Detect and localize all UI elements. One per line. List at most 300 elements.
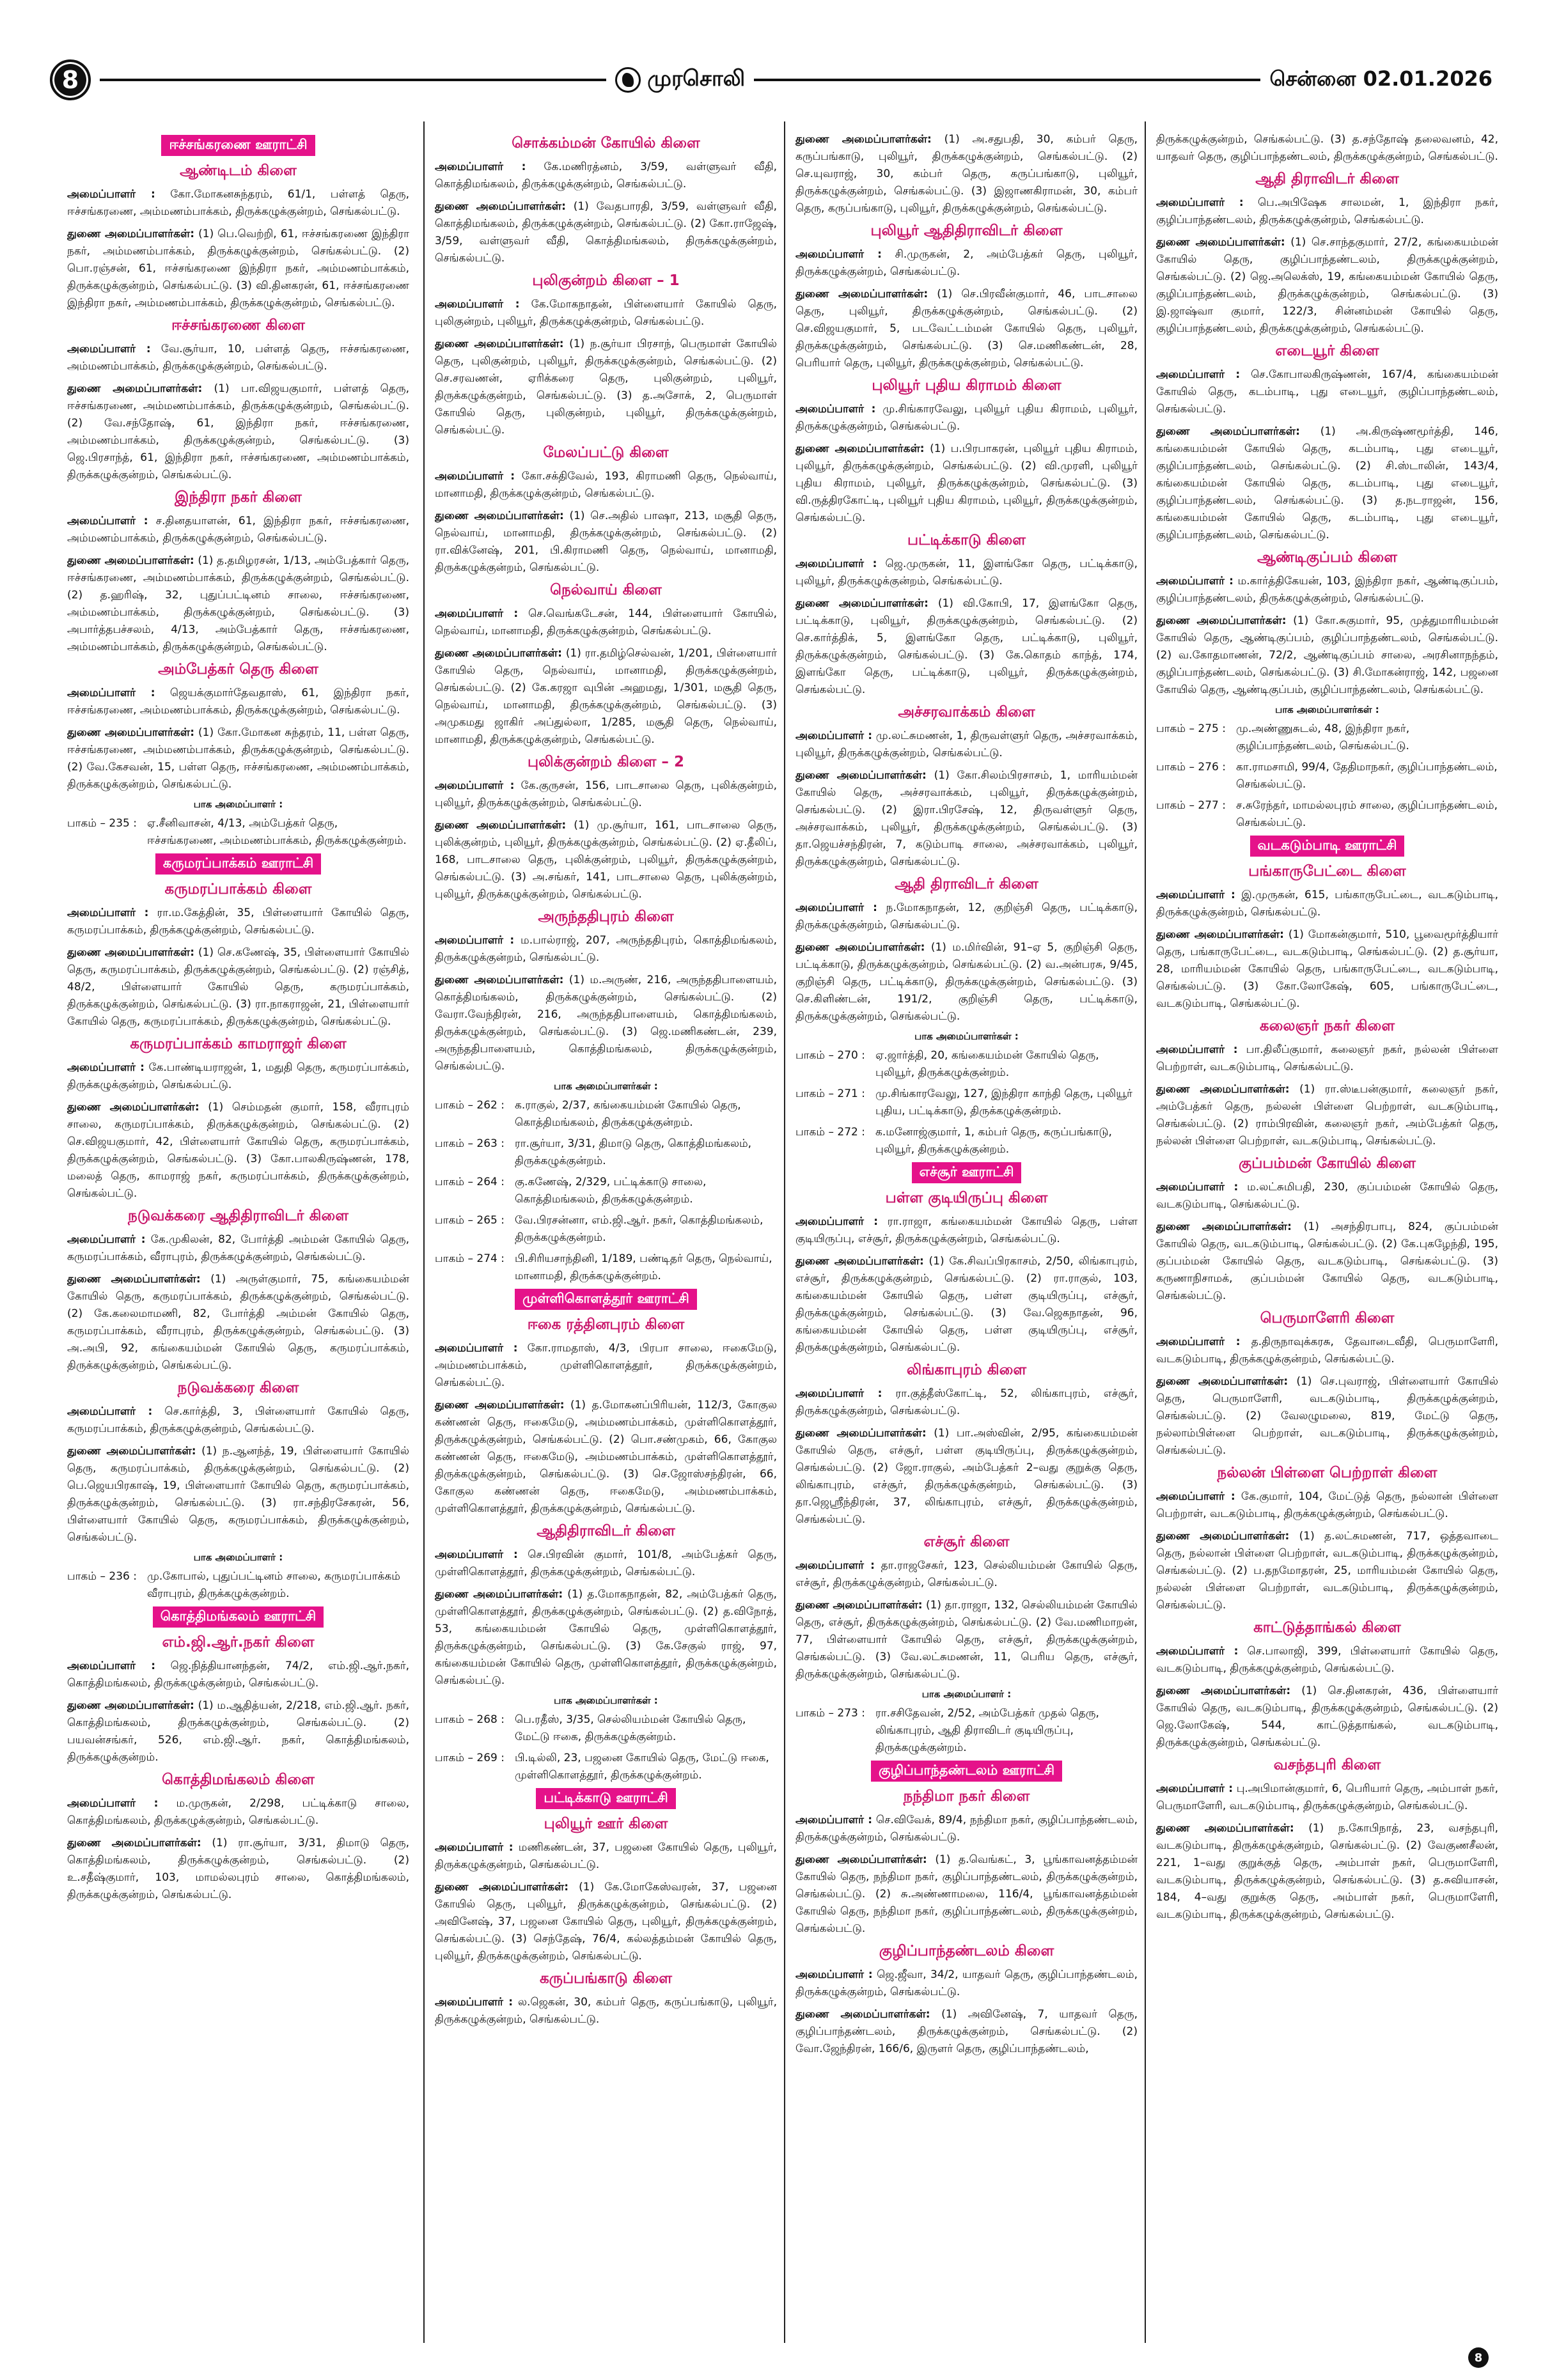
member-details: மு.சிங்காரவேலு, புலியூர் புதிய கிராமம், புலியூர், திருக்கழுக்குன்றம், செங்கல்பட்டு. [795, 403, 1138, 433]
booth-entry [435, 1135, 777, 1170]
role-label: துணை அமைப்பாளர்கள்: [795, 769, 927, 782]
member-details: பெ.அபிஷேக சாலமன், 1, இந்திரா நகர், குழிப்பாந்தண்டலம், திருக்கழுக்குன்றம், செங்கல்பட்டு. [1156, 196, 1498, 226]
member-details: (1) பா.அஸ்வின், 2/95, கங்கையம்மன் கோயில் தெரு, எச்சூர், பள்ள குடியிருப்பு, திருக்கழுக்குன்றம், செங்கல்பட்டு. (2) ஜோ.ராகுல், அம்பேத்கர் 2–வது குறுக்கு தெரு, லிங்காபுரம், எச்சூர், திருக்கழுக்குன்றம், செங்கல்பட்டு. (3) தா.ஜெஸ்ரீந்திரன், 37, லிங்காபுரம், எச்சூர், திருக்கழுக்குன்றம், செங்கல்பட்டு. [795, 1427, 1138, 1526]
member-details: பு.அபிமான்குமார், 6, பெரியார் தெரு, அம்பாள் நகர், பெருமாளேரி, வடகடும்பாடி, திருக்கழுக்குன்றம், செங்கல்பட்டு. [1156, 1782, 1498, 1812]
branch-heading: அம்பேத்கர் தெரு கிளை [158, 661, 318, 678]
member-details: செ.பிரவின் குமார், 101/8, அம்பேத்கர் தெரு, முள்ளிகொளத்தூர், திருக்கழுக்குன்றம், செங்கல்பட்டு. [435, 1548, 777, 1578]
member-entry [795, 1851, 1138, 1938]
booth-number: பாகம் – 270 : [795, 1049, 865, 1062]
member-entry [67, 1697, 409, 1766]
branch-heading: ஈச்சங்கரணை கிளை [171, 317, 305, 334]
role-label: துணை அமைப்பாளர்கள்: [1156, 1220, 1292, 1233]
role-label: அமைப்பாளர் : [435, 779, 515, 792]
member-entry [795, 1385, 1138, 1420]
member-details: (1) ரா.தமிழ்செல்வன், 1/201, பிள்ளையார் கோயில் தெரு, நெல்வாய், மானாமதி, திருக்கழுக்குன்றம், செங்கல்பட்டு. (2) கே.கரஜா வுபின் அஹமது, 1/301, மசூதி தெரு, நெல்வாய், மானாமதி, திருக்கழுக்குன்றம், செங்கல்பட்டு. (3) அமுகமது ஜாகிர் அப்துல்லா, 1/285, மசூதி தெரு, நெல்வாய், மானாமதி, திருக்கழுக்குன்றம், செங்கல்பட்டு. [435, 647, 777, 746]
member-entry [1156, 423, 1498, 544]
branch-heading: அருந்ததிபுரம் கிளை [538, 908, 674, 925]
booth-entry [795, 1705, 1138, 1757]
role-label: அமைப்பாளர் : [1156, 1490, 1235, 1503]
role-label: துணை அமைப்பாளர்கள்: [795, 133, 932, 146]
member-details: இ.முருகன், 615, பங்காருபேட்டை, வடகடும்பாடி, திருக்கழுக்குன்றம், செங்கல்பட்டு. [1156, 889, 1498, 919]
member-entry [435, 932, 777, 967]
role-label: அமைப்பாளர் : [435, 607, 519, 620]
role-label: அமைப்பாளர் : [435, 470, 515, 483]
member-details: (1) செ.அதில் பாஷா, 213, மசூதி தெரு, நெல்வாய், மானாமதி, திருக்கழுக்குன்றம், செங்கல்பட்டு. (2) ரா.விக்னேஷ், 201, பி.கிராமணி தெரு, நெல்வாய், மானாமதி, திருக்கழுக்குன்றம், செங்கல்பட்டு. [435, 509, 777, 574]
role-label: அமைப்பாளர் : [435, 1841, 513, 1854]
booth-number: பாகம் – 277 : [1156, 799, 1226, 812]
role-label: துணை அமைப்பாளர்கள்: [1156, 928, 1284, 941]
member-details: கோ.சக்திவேல், 193, கிராமணி தெரு, நெல்வாய், மானாமதி, திருக்கழுக்குன்றம், செங்கல்பட்டு. [435, 470, 777, 500]
branch-heading: பங்காருபேட்டை கிளை [1248, 863, 1406, 880]
member-details: (1) அருள்குமார், 75, கங்கையம்மன் கோயில் தெரு, கருமரப்பாக்கம், திருக்கழுக்குன்றம், செங்கல்பட்டு. (2) கே.கலைமாமணி, 82, போர்த்தி அம்மன் கோயில் தெரு, கருமரப்பாக்கம், வீராபுரம், திருக்கழுக்குன்றம், செங்கல்பட்டு. (3) அ.அபி, 92, கங்கையம்மன் கோயில் தெரு, கருமரப்பாக்கம், திருக்கழுக்குன்றம், செங்கல்பட்டு. [67, 1273, 409, 1372]
booth-member: வே.பிரசன்னா, எம்.ஜி.ஆர். நகர், கொத்திமங்கலம், திருக்கழுக்குன்றம். [515, 1214, 764, 1244]
role-label: துணை அமைப்பாளர்கள்: [67, 946, 195, 959]
role-label: அமைப்பாளர் : [1156, 1043, 1238, 1056]
member-entry [1156, 1643, 1498, 1677]
member-details: கே.பாண்டியராஜன், 1, மதுதி தெரு, கருமரப்பாக்கம், திருக்கழுக்குன்றம், செங்கல்பட்டு. [67, 1061, 409, 1091]
booth-entry [435, 1750, 777, 1784]
role-label: அமைப்பாளர் : [435, 1342, 518, 1355]
branch-heading: இந்திரா நகர் கிளை [175, 489, 302, 506]
branch-heading: புலிகுன்றம் கிளை – 1 [532, 272, 680, 289]
member-entry [1156, 1683, 1498, 1752]
member-details: (1) கோ.சிலம்பிரசாசம், 1, மாரியம்மன் கோயில் தெரு, அச்சரவாக்கம், புலியூர், திருக்கழுக்குன்றம், செங்கல்பட்டு. (2) இரா.பிரசேஷ், 12, திருவள்ளுர் தெரு, அச்சரவாக்கம், புலியூர், திருக்கழுக்குன்றம், செங்கல்பட்டு. (3) தா.ஜெயச்சந்திரன், 7, கடும்பாடி சாலை, அச்சரவாக்கம், புலியூர், திருக்கழுக்குன்றம், செங்கல்பட்டு. [795, 769, 1138, 868]
rule-right [754, 79, 1260, 81]
member-details: (1) கோ.சுகுமார், 95, முத்துமாரியம்மன் கோயில் தெரு, ஆண்டிகுப்பம், குழிப்பாந்தண்டலம், செங்கல்பட்டு. (2) வ.கோதமாணன், 72/2, ஆண்டிகுப்பம் சாலை, அரசினாநந்தம், குழிப்பாந்தண்டலம், செங்கல்பட்டு. (3) சி.மோகன்ராஜ், 142, பஜனை கோயில் தெரு, ஆண்டிகுப்பம், குழிப்பாந்தண்டலம், செங்கல்பட்டு. [1156, 614, 1498, 696]
member-entry [795, 246, 1138, 281]
rule-left [100, 79, 606, 81]
role-label: துணை அமைப்பாளர்கள்: [435, 974, 564, 986]
member-entry [67, 1059, 409, 1094]
role-label: அமைப்பாளர் : [795, 403, 876, 416]
branch-heading: புலியூர் புதிய கிராமம் கிளை [872, 377, 1061, 394]
member-entry [67, 380, 409, 484]
column-divider [784, 121, 785, 2343]
booth-number: பாகம் – 276 : [1156, 761, 1226, 774]
branch-heading: காட்டுத்தாங்கல் கிளை [1253, 1619, 1401, 1636]
member-entry [1156, 366, 1498, 418]
member-entry [67, 1443, 409, 1546]
role-label: அமைப்பாளர் : [795, 1814, 873, 1826]
booth-member: கா.ராமசாமி, 99/4, தேதிமாநகர், குழிப்பாந்தண்டலம், செங்கல்பட்டு. [1236, 761, 1498, 791]
masthead-logo [615, 66, 745, 94]
member-details: ஜெ.முருகன், 11, இளங்கோ தெரு, பட்டிக்காடு, புலியூர், திருக்கழுக்குன்றம், செங்கல்பட்டு. [795, 557, 1138, 587]
booth-number: பாகம் – 264 : [435, 1176, 505, 1188]
role-label: அமைப்பாளர் : [67, 1405, 153, 1418]
branch-heading: ஆதி திராவிடர் கிளை [895, 876, 1038, 892]
member-details: கே.மோகநாதன், பிள்ளையார் கோயில் தெரு, புலிகுன்றம், புலியூர், திருக்கழுக்குன்றம், செங்கல்பட்டு. [435, 298, 777, 328]
member-entry [1156, 1488, 1498, 1523]
member-details: (1) அ.சதுபதி, 30, கம்பர் தெரு, கருப்பங்காடு, புலியூர், திருக்கழுக்குன்றம், செங்கல்பட்டு. (2) செ.யுவராஜ், 30, கம்பர் தெரு, கருப்பங்காடு, புலியூர், திருக்கழுக்குன்றம், செங்கல்பட்டு. (3) இஜாணகிராமன், 30, கம்பர் தெரு, கருப்பங்காடு, புலியூர், திருக்கழுக்குன்றம், செங்கல்பட்டு. [795, 133, 1138, 215]
role-label: அமைப்பாளர் : [795, 557, 877, 570]
branch-heading: ஆதிதிராவிடர் கிளை [537, 1523, 675, 1539]
role-label: துணை அமைப்பாளர்கள்: [435, 819, 567, 832]
member-details: (1) பெ.வெற்றி, 61, ஈச்சங்கரணை இந்திரா நகர், அம்மணம்பாக்கம், திருக்கழுக்குன்றம், செங்கல்பட்டு. (2) பொ.ரஞ்சன், 61, ஈச்சங்கரணை இந்திரா நகர், அம்மணம்பாக்கம், திருக்கழுக்குன்றம், செங்கல்பட்டு. (3) வி.தினகரன், 61, ஈச்சங்கரணை இந்திரா நகர், அம்மணம்பாக்கம், திருக்கழுக்குன்றம், செங்கல்பட்டு. [67, 228, 409, 309]
branch-heading: புலியூர் ஊர் கிளை [544, 1816, 668, 1832]
role-label: துணை அமைப்பாளர்கள்: [795, 442, 925, 455]
booth-section-heading: பாக அமைப்பாளர் : [193, 1552, 283, 1563]
member-entry [1156, 194, 1498, 229]
member-entry [67, 1795, 409, 1830]
member-entry [1156, 1373, 1498, 1459]
role-label: அமைப்பாளர் : [1156, 196, 1244, 209]
member-entry [1156, 1780, 1498, 1815]
role-label: துணை அமைப்பாளர்கள்: [1156, 425, 1300, 438]
member-entry [67, 341, 409, 375]
member-details: ஜெ.ஜீவா, 34/2, யாதவர் தெரு, குழிப்பாந்தண்டலம், திருக்கழுக்குன்றம், செங்கல்பட்டு. [795, 1968, 1138, 1998]
role-label: துணை அமைப்பாளர்கள்: [795, 597, 928, 610]
member-entry [67, 944, 409, 1031]
role-label: அமைப்பாளர் : [1156, 1181, 1239, 1194]
booth-member: பி.டில்லி, 23, பஜனை கோயில் தெரு, மேட்டு ஈகை, முள்ளிகொளத்தூர், திருக்கழுக்குன்றம். [515, 1752, 769, 1782]
branch-heading: லிங்காபுரம் கிளை [906, 1362, 1027, 1378]
booth-entry [435, 1250, 777, 1285]
member-entry [1156, 926, 1498, 1013]
role-label: துணை அமைப்பாளர்கள்: [67, 726, 195, 739]
booth-number: பாகம் – 272 : [795, 1126, 865, 1139]
member-details: கே.மணிரத்னம், 3/59, வள்ளுவர் வீதி, கொத்திமங்கலம், திருக்கழுக்குன்றம், செங்கல்பட்டு. [435, 160, 777, 191]
member-entry [1156, 131, 1498, 166]
panchayat-heading: ஈச்சங்கரணை ஊராட்சி [161, 135, 315, 156]
role-label: அமைப்பாளர் : [67, 1061, 145, 1074]
role-label: துணை அமைப்பாளர்கள்: [795, 288, 928, 300]
page-number-badge: 8 [50, 59, 91, 100]
member-entry [1156, 1081, 1498, 1150]
member-details: (1) வி.கோபி, 17, இளங்கோ தெரு, பட்டிக்காடு, புலியூர், திருக்கழுக்குன்றம், செங்கல்பட்டு. (2) செ.கார்த்திக், 5, இளங்கோ தெரு, பட்டிக்காடு, புலியூர், திருக்கழுக்குன்றம், செங்கல்பட்டு. (3) கே.கொதம் காந்த், 174, இளங்கோ தெரு, பட்டிக்காடு, புலியூர், திருக்கழுக்குன்றம், செங்கல்பட்டு. [795, 597, 1138, 696]
member-entry [795, 595, 1138, 699]
member-entry [435, 1879, 777, 1965]
booth-number: பாகம் – 274 : [435, 1252, 505, 1265]
role-label: அமைப்பாளர் : [1156, 575, 1234, 587]
column-divider [423, 121, 425, 2343]
member-entry [795, 727, 1138, 762]
role-label: துணை அமைப்பாளர்கள்: [67, 1101, 200, 1114]
role-label: அமைப்பாளர் : [1156, 889, 1235, 901]
branch-heading: புலியூர் ஆதிதிராவிடர் கிளை [870, 222, 1063, 239]
branch-heading: ஈகை ரத்தினபுரம் கிளை [527, 1316, 685, 1333]
branch-heading: புலிக்குன்றம் கிளை – 2 [528, 754, 684, 770]
member-entry [1156, 234, 1498, 338]
member-entry [795, 131, 1138, 217]
role-label: அமைப்பாளர் : [435, 934, 515, 947]
role-label: அமைப்பாளர் : [67, 1797, 159, 1810]
member-details: ந.மோகநாதன், 12, குறிஞ்சி தெரு, பட்டிக்காடு, திருக்கழுக்குன்றம், செங்கல்பட்டு. [795, 901, 1138, 931]
member-details: (1) கோ.மோகன சுந்தரம், 11, பள்ள தெரு, ஈச்சங்கரணை, அம்மணம்பாக்கம், திருக்கழுக்குன்றம், செங்கல்பட்டு. (2) வே.கேசவன், 15, பள்ள தெரு, ஈச்சங்கரணை, அம்மணம்பாக்கம், திருக்கழுக்குன்றம், செங்கல்பட்டு. [67, 726, 409, 791]
booth-entry [435, 1174, 777, 1208]
role-label: அமைப்பாளர் : [795, 1559, 875, 1572]
member-entry [67, 226, 409, 312]
booth-number: பாகம் – 273 : [795, 1707, 865, 1720]
member-details: ரா.குத்தீஸ்கோட்டி, 52, லிங்காபுரம், எச்சூர், திருக்கழுக்குன்றம், செங்கல்பட்டு. [795, 1387, 1138, 1417]
booth-number: பாகம் – 271 : [795, 1087, 865, 1100]
member-details: (1) தா.ராஜா, 132, செல்லியம்மன் கோயில் தெரு, எச்சூர், திருக்கழுக்குன்றம், செங்கல்பட்டு. (2) வே.மணிமாறன், 77, பிள்ளையார் கோயில் தெரு, எச்சூர், திருக்கழுக்குன்றம், செங்கல்பட்டு. (3) வே.லட்சுமணன், 11, பெரிய தெரு, எச்சூர், திருக்கழுக்குன்றம், செங்கல்பட்டு. [795, 1599, 1138, 1681]
branch-heading: சொக்கம்மன் கோயில் கிளை [512, 135, 700, 152]
role-label: துணை அமைப்பாளர்கள்: [67, 554, 194, 567]
member-entry [67, 1231, 409, 1266]
branch-heading: குப்பம்மன் கோயில் கிளை [1239, 1155, 1416, 1172]
role-label: துணை அமைப்பாளர்கள்: [435, 1399, 565, 1412]
member-details: ரா.ம.கேத்தின், 35, பிள்ளையார் கோயில் தெரு, கருமரப்பாக்கம், திருக்கழுக்குன்றம், செங்கல்பட்டு. [67, 906, 409, 937]
member-details: செ.கோபாலகிருஷ்ணன், 167/4, கங்கையம்மன் கோயில் தெரு, கடம்பாடி, புது எடையூர், குழிப்பாந்தண்டலம், செங்கல்பட்டு. [1156, 368, 1498, 416]
branch-heading: நடுவக்கரை ஆதிதிராவிடர் கிளை [128, 1208, 349, 1224]
member-entry [1156, 1179, 1498, 1213]
member-details: (1) கே.சிவப்பிரகாசம், 2/50, லிங்காபுரம், எச்சூர், திருக்கழுக்குன்றம், செங்கல்பட்டு. (2) ரா.ராகுல், 103, கங்கையம்மன் கோயில் தெரு, பள்ள குடியிருப்பு, எச்சூர், திருக்கழுக்குன்றம், செங்கல்பட்டு. (3) வே.ஜெகநாதன், 96, கங்கையம்மன் கோயில் தெரு, பள்ள குடியிருப்பு, எச்சூர், திருக்கழுக்குன்றம், செங்கல்பட்டு. [795, 1255, 1138, 1354]
branch-heading: பட்டிக்காடு கிளை [907, 532, 1026, 548]
member-details: திருக்கழுக்குன்றம், செங்கல்பட்டு. (3) த.சந்தோஷ் தலைவனம், 42, யாதவர் தெரு, குழிப்பாந்தண்டலம், திருக்கழுக்குன்றம், செங்கல்பட்டு. [1156, 133, 1498, 163]
member-entry [795, 1966, 1138, 2001]
booth-number: பாகம் – 262 : [435, 1099, 505, 1112]
panchayat-heading: கொத்திமங்கலம் ஊராட்சி [153, 1606, 324, 1628]
booth-section-heading: பாக அமைப்பாளர்கள் : [554, 1695, 658, 1706]
role-label: அமைப்பாளர் : [1156, 1335, 1241, 1348]
member-entry [435, 817, 777, 903]
member-details: த.திருநாவுக்கரசு, தேவாடைவீதி, பெருமாளேரி, வடகடும்பாடி, திருக்கழுக்குன்றம், செங்கல்பட்டு. [1156, 1335, 1498, 1365]
member-entry [795, 2006, 1138, 2058]
role-label: துணை அமைப்பாளர்கள்: [1156, 1530, 1290, 1543]
member-details: (1) த.லட்சுமணன், 717, ஒத்தவாடை தெரு, நல்லான் பிள்ளை பெற்றாள், வடகடும்பாடி, திருக்கழுக்குன்றம், செங்கல்பட்டு. (2) ப.தநமோதரன், 25, மாரியம்மன் கோயில் தெரு, நல்லன் பிள்ளை பெற்றாள், வடகடும்பாடி, திருக்கழுக்குன்றம், செங்கல்பட்டு. [1156, 1530, 1498, 1612]
role-label: துணை அமைப்பாளர்கள்: [435, 1881, 569, 1894]
role-label: அமைப்பாளர் : [1156, 1645, 1239, 1658]
member-details: (1) ந.கோபிநாத், 23, வசந்தபுரி, வடகடும்பாடி, திருக்கழுக்குன்றம், செங்கல்பட்டு. (2) வேகுணசீலன், 221, 1–வது குறுக்குத் தெரு, அம்பாள் நகர், பெருமாளேரி, வடகடும்பாடி, திருக்கழுக்குன்றம், செங்கல்பட்டு. (3) த.சுவியாசன், 184, 4–வது குறுக்கு தெரு, அம்பாள் நகர், பெருமாளேரி, வடகடும்பாடி, திருக்கழுக்குன்றம், செங்கல்பட்டு. [1156, 1822, 1498, 1921]
member-entry [67, 186, 409, 221]
dateline: சென்னை 02.01.2026 [1269, 66, 1493, 91]
branch-heading: பள்ள குடியிருப்பு கிளை [885, 1190, 1048, 1206]
member-details: (1) த.வெங்கட், 3, பூங்காவனத்தம்மன் கோயில் தெரு, நந்திமா நகர், குழிப்பாந்தண்டலம், திருக்கழுக்குன்றம், செங்கல்பட்டு. (2) சு.அண்ணாமலை, 116/4, பூங்காவனத்தம்மன் கோயில் தெரு, நந்திமா நகர், குழிப்பாந்தண்டலம், திருக்கழுக்குன்றம், செங்கல்பட்டு. [795, 1853, 1138, 1935]
member-details: மணிகண்டன், 37, பஜனை கோயில் தெரு, புலியூர், திருக்கழுக்குன்றம், செங்கல்பட்டு. [435, 1841, 777, 1871]
panchayat-heading: முள்ளிகொளத்தூர் ஊராட்சி [515, 1289, 697, 1310]
member-details: (1) ப.பிரபாகரன், புலியூர் புதிய கிராமம், புலியூர், திருக்கழுக்குன்றம், செங்கல்பட்டு. (2) வி.முரளி, புலியூர் புதிய கிராமம், புலியூர், திருக்கழுக்குன்றம், செங்கல்பட்டு. (3) வி.ருத்திரகோட்டி, புலியூர் புதிய கிராமம், புலியூர், திருக்கழுக்குன்றம், செங்கல்பட்டு. [795, 442, 1138, 524]
booth-entry [795, 1085, 1138, 1120]
member-entry [1156, 887, 1498, 921]
emblem-icon [615, 67, 641, 93]
member-entry [435, 159, 777, 193]
member-entry [1156, 612, 1498, 699]
role-label: துணை அமைப்பாளர்கள்: [435, 647, 562, 660]
booth-number: பாகம் – 268 : [435, 1713, 505, 1726]
role-label: அமைப்பாளர் : [435, 1996, 513, 2009]
role-label: அமைப்பாளர் : [795, 1215, 879, 1228]
booth-section-heading: பாக அமைப்பாளர்கள் : [554, 1080, 658, 1092]
member-entry [67, 552, 409, 656]
member-entry [67, 1271, 409, 1374]
member-details: ம.முருகன், 2/298, பட்டிக்காடு சாலை, கொத்திமங்கலம், திருக்கழுக்குன்றம், செங்கல்பட்டு. [67, 1797, 409, 1827]
member-details: சி.முருகன், 2, அம்பேத்கர் தெரு, புலியூர், திருக்கழுக்குன்றம், செங்கல்பட்டு. [795, 248, 1138, 278]
member-entry [435, 605, 777, 640]
branch-heading: நடுவக்கரை கிளை [177, 1380, 299, 1396]
member-entry [435, 972, 777, 1075]
member-entry [795, 401, 1138, 435]
role-label: துணை அமைப்பாளர்கள்: [1156, 236, 1285, 249]
member-entry [795, 939, 1138, 1025]
member-entry [435, 508, 777, 577]
booth-entry [1156, 720, 1498, 755]
booth-number: பாகம் – 265 : [435, 1214, 505, 1227]
booth-member: க.ராகுல், 2/37, கங்கையம்மன் கோயில் தெரு, கொத்திமங்கலம், திருக்கழுக்குன்றம். [515, 1099, 741, 1129]
member-entry [67, 724, 409, 793]
member-entry [435, 645, 777, 749]
member-entry [1156, 573, 1498, 607]
member-details: ம.பால்ராஜ், 207, அருந்ததிபுரம், கொத்திமங்கலம், திருக்கழுக்குன்றம், செங்கல்பட்டு. [435, 934, 777, 964]
member-entry [795, 767, 1138, 871]
role-label: அமைப்பாளர் : [795, 248, 882, 261]
member-details: செ.வெங்கடேசன், 144, பிள்ளையார் கோயில், நெல்வாய், மானாமதி, திருக்கழுக்குன்றம், செங்கல்பட்டு. [435, 607, 777, 637]
member-entry [435, 336, 777, 439]
branch-heading: எடையூர் கிளை [1275, 343, 1379, 359]
member-entry [435, 468, 777, 502]
member-entry [67, 905, 409, 939]
role-label: துணை அமைப்பாளர்கள்: [795, 941, 925, 954]
member-details: மு.லட்சுமணன், 1, திருவள்ளுர் தெரு, அச்சரவாக்கம், புலியூர், திருக்கழுக்குன்றம், செங்கல்பட்டு. [795, 729, 1138, 759]
branch-heading: பெருமாளேரி கிளை [1260, 1310, 1395, 1326]
panchayat-heading: எச்சூர் ஊராட்சி [912, 1162, 1022, 1183]
member-details: (1) ரா.சூர்யா, 3/31, திமாடு தெரு, கொத்திமங்கலம், திருக்கழுக்குன்றம், செங்கல்பட்டு. (2) உ.சதீஷ்குமார், 103, மாமல்லபுரம் சாலை, கொத்திமங்கலம், திருக்கழுக்குன்றம், செங்கல்பட்டு. [67, 1837, 409, 1901]
branch-heading: ஆண்டிடம் கிளை [180, 162, 297, 179]
member-details: ஜெயக்குமார்தேவதாஸ், 61, இந்திரா நகர், ஈச்சங்கரணை, அம்மணம்பாக்கம், திருக்கழுக்குன்றம், செங்கல்பட்டு. [67, 687, 409, 717]
footer-page-number: 8 [1468, 2347, 1489, 2368]
role-label: அமைப்பாளர் : [67, 1660, 155, 1672]
branch-heading: மேலப்பட்டு கிளை [543, 444, 669, 461]
member-details: வே.சூர்யா, 10, பள்ளத் தெரு, ஈச்சங்கரணை, அம்மணம்பாக்கம், திருக்கழுக்குன்றம், செங்கல்பட்டு. [67, 343, 409, 373]
member-details: (1) வேதபாரதி, 3/59, வள்ளுவர் வீதி, கொத்திமங்கலம், திருக்கழுக்குன்றம், செங்கல்பட்டு. (2) கோ.ராஜேஷ், 3/59, வள்ளுவர் வீதி, கொத்திமங்கலம், திருக்கழுக்குன்றம், செங்கல்பட்டு. [435, 200, 777, 265]
member-entry [435, 1994, 777, 2028]
member-entry [435, 1546, 777, 1581]
booth-member: கு.கணேஷ், 2/329, பட்டிக்காடு சாலை, கொத்திமங்கலம், திருக்கழுக்குன்றம். [515, 1176, 707, 1206]
member-details: ம.கார்த்திகேயன், 103, இந்திரா நகர், ஆண்டிகுப்பம், குழிப்பாந்தண்டலம், திருக்கழுக்குன்றம், செங்கல்பட்டு. [1156, 575, 1498, 605]
member-entry [435, 777, 777, 812]
role-label: அமைப்பாளர் : [67, 906, 149, 919]
branch-heading: எம்.ஜி.ஆர்.நகர் கிளை [162, 1634, 315, 1651]
booth-member: மு.அண்ணுசுடல், 48, இந்திரா நகர், குழிப்பாந்தண்டலம், செங்கல்பட்டு. [1236, 722, 1410, 752]
booth-section-heading: பாக அமைப்பாளர் : [921, 1688, 1012, 1700]
member-details: (1) ம.ஆதித்யன், 2/218, எம்.ஜி.ஆர். நகர், கொத்திமங்கலம், திருக்கழுக்குன்றம், செங்கல்பட்டு. (2) பயவன்சங்கர், 526, எம்.ஜி.ஆர். நகர், கொத்திமங்கலம், திருக்கழுக்குன்றம். [67, 1699, 409, 1764]
member-details: கே.முகிலன், 82, போர்த்தி அம்மன் கோயில் தெரு, கருமரப்பாக்கம், வீராபுரம், திருக்கழுக்குன்றம், செங்கல்பட்டு. [67, 1233, 409, 1263]
role-label: அமைப்பாளர் : [435, 298, 520, 311]
booth-number: பாகம் – 263 : [435, 1137, 505, 1150]
booth-section-heading: பாக அமைப்பாளர்கள் : [1275, 704, 1379, 715]
booth-entry [435, 1097, 777, 1132]
booth-number: பாகம் – 236 : [67, 1570, 137, 1583]
member-entry [435, 296, 777, 331]
member-entry [1156, 1820, 1498, 1924]
member-details: செ.பாலாஜி, 399, பிள்ளையார் கோயில் தெரு, வடகடும்பாடி, திருக்கழுக்குன்றம், செங்கல்பட்டு. [1156, 1645, 1498, 1675]
member-entry [435, 1839, 777, 1874]
member-details: (1) த.தமிழரசன், 1/13, அம்பேத்கார் தெரு, ஈச்சங்கரணை, அம்மணம்பாக்கம், திருக்கழுக்குன்றம், செங்கல்பட்டு. (2) த.ஹரிஷ், 32, புதுப்பட்டினம் சாலை, ஈச்சங்கரணை, அம்மணம்பாக்கம், திருக்கழுக்குன்றம், செங்கல்பட்டு. (3) அபார்த்தபச்சலம், 4/13, அம்பேத்கார் தெரு, ஈச்சங்கரணை, அம்மணம்பாக்கம், திருக்கழுக்குன்றம், செங்கல்பட்டு. [67, 554, 409, 653]
role-label: துணை அமைப்பாளர்கள்: [1156, 1375, 1288, 1388]
booth-member: ரா.சூர்யா, 3/31, திமாடு தெரு, கொத்திமங்கலம், திருக்கழுக்குன்றம். [515, 1137, 752, 1167]
member-details: (1) செ.கணேஷ், 35, பிள்ளையார் கோயில் தெரு, கருமரப்பாக்கம், திருக்கழுக்குன்றம், செங்கல்பட்டு. (2) ரஞ்சித், 48/2, பிள்ளையார் கோயில் தெரு, கருமரப்பாக்கம், திருக்கழுக்குன்றம், செங்கல்பட்டு. (3) ரா.நாகராஜன், 21, பிள்ளையார் கோயில் தெரு, கருமரப்பாக்கம், திருக்கழுக்குன்றம், செங்கல்பட்டு. [67, 946, 409, 1028]
member-details: (1) பா.விஜயகுமார், பள்ளத் தெரு, ஈச்சங்கரணை, அம்மணம்பாக்கம், திருக்கழுக்குன்றம், செங்கல்பட்டு. (2) வே.சந்தோஷ், 61, இந்திரா நகர், ஈச்சங்கரணை, அம்மணம்பாக்கம், திருக்கழுக்குன்றம், செங்கல்பட்டு. (3) ஜெ.பிரசாந்த், 61, இந்திரா நகர், ஈச்சங்கரணை, அம்மணம்பாக்கம், திருக்கழுக்குன்றம், செங்கல்பட்டு. [67, 382, 409, 481]
role-label: துணை அமைப்பாளர்கள்: [67, 1273, 201, 1286]
branch-heading: நெல்வாய் கிளை [550, 582, 662, 598]
role-label: துணை அமைப்பாளர்கள்: [795, 1427, 927, 1440]
role-label: துணை அமைப்பாளர்கள்: [795, 1599, 923, 1612]
booth-entry [795, 1124, 1138, 1158]
member-entry [1156, 1041, 1498, 1076]
booth-entry [435, 1212, 777, 1247]
member-entry [795, 899, 1138, 934]
member-entry [795, 286, 1138, 372]
role-label: அமைப்பாளர் : [67, 1233, 146, 1246]
branch-heading: ஆண்டிகுப்பம் கிளை [1257, 549, 1398, 566]
member-entry [435, 198, 777, 267]
member-entry [1156, 1528, 1498, 1614]
member-details: (1) செ.தினகரன், 436, பிள்ளையார் கோயில் தெரு, வடகடும்பாடி, திருக்கழுக்குன்றம், செங்கல்பட்டு. (2) ஜெ.லோகேஷ், 544, காட்டுத்தாங்கல், வடகடும்பாடி, திருக்கழுக்குன்றம், செங்கல்பட்டு. [1156, 1684, 1498, 1749]
member-details: தா.ராஜசேகர், 123, செல்லியம்மன் கோயில் தெரு, எச்சூர், திருக்கழுக்குன்றம், செங்கல்பட்டு. [795, 1559, 1138, 1589]
member-details: ஜெ.நித்தியானந்தன், 74/2, எம்.ஜி.ஆர்.நகர், கொத்திமங்கலம், திருக்கழுக்குன்றம், செங்கல்பட்டு. [67, 1660, 409, 1690]
booth-member: க.மனோஜ்குமார், 1, கம்பர் தெரு, கருப்பங்காடு, புலியூர், திருக்கழுக்குன்றம். [875, 1126, 1112, 1156]
role-label: துணை அமைப்பாளர்கள்: [435, 509, 564, 522]
role-label: துணை அமைப்பாளர்கள்: [67, 1837, 201, 1849]
role-label: அமைப்பாளர் : [67, 515, 148, 527]
booth-number: பாகம் – 275 : [1156, 722, 1226, 735]
member-entry [1156, 1334, 1498, 1368]
role-label: துணை அமைப்பாளர்கள்: [795, 1853, 927, 1866]
role-label: துணை அமைப்பாளர்கள்: [795, 2008, 930, 2021]
member-details: (1) ம.மிர்வின், 91–ஏ 5, குறிஞ்சி தெரு, பட்டிக்காடு, திருக்கழுக்குன்றம், செங்கல்பட்டு. (2) வ.அன்பரசு, 9/45, குறிஞ்சி தெரு, பட்டிக்காடு, திருக்கழுக்குன்றம், செங்கல்பட்டு. (3) செ.கிளிண்டன், 191/2, குறிஞ்சி தெரு, பட்டிக்காடு, திருக்கழுக்குன்றம், செங்கல்பட்டு. [795, 941, 1138, 1023]
branch-heading: கொத்திமங்கலம் கிளை [162, 1771, 315, 1788]
member-details: கோ.ராமதாஸ், 4/3, பிரபா சாலை, ஈகைமேடு, அம்மணம்பாக்கம், முள்ளிகொளத்தூர், திருக்கழுக்குன்றம், செங்கல்பட்டு. [435, 1342, 777, 1389]
role-label: அமைப்பாளர் : [1156, 368, 1241, 381]
member-entry [795, 1213, 1138, 1248]
booth-number: பாகம் – 235 : [67, 817, 137, 830]
member-details: (1) அவினேஷ், 7, யாதவர் தெரு, குழிப்பாந்தண்டலம், திருக்கழுக்குன்றம், செங்கல்பட்டு. (2) வோ.ஜேந்திரன், 166/6, இருளர் தெரு, குழிப்பாந்தண்டலம், [795, 2008, 1138, 2055]
branch-heading: நந்திமா நகர் கிளை [903, 1788, 1030, 1805]
booth-section-heading: பாக அமைப்பாளர் : [193, 798, 283, 810]
member-entry [67, 1835, 409, 1904]
role-label: துணை அமைப்பாளர்கள்: [1156, 1822, 1294, 1835]
role-label: துணை அமைப்பாளர்கள்: [1156, 1083, 1290, 1096]
branch-heading: நல்லன் பிள்ளை பெற்றாள் கிளை [1217, 1465, 1437, 1481]
role-label: துணை அமைப்பாளர்கள்: [67, 1445, 196, 1458]
masthead-title: முரசொலி [647, 66, 746, 91]
role-label: துணை அமைப்பாளர்கள்: [435, 1588, 563, 1601]
member-entry [67, 513, 409, 547]
member-details: ம.லட்சுமிபதி, 230, குப்பம்மன் கோயில் தெரு, வடகடும்பாடி, செங்கல்பட்டு. [1156, 1181, 1498, 1211]
member-entry [795, 440, 1138, 527]
booth-member: ரா.சசிதேவன், 2/52, அம்பேத்கர் முதல் தெரு, லிங்காபுரம், ஆதி திராவிடர் குடியிருப்பு, திருக்கழுக்குன்றம். [875, 1707, 1099, 1754]
role-label: துணை அமைப்பாளர்கள்: [435, 338, 564, 350]
member-details: (1) ரா.ஸ்டீபன்குமார், கலைஞர் நகர், அம்பேத்கர் தெரு, நல்லன் பிள்ளை பெற்றாள், வடகடும்பாடி, செங்கல்பட்டு. (2) ராம்பிரவின், கலைஞர் நகர், அம்பேத்கர் தெரு, நல்லன் பிள்ளை பெற்றாள், வடகடும்பாடி, செங்கல்பட்டு. [1156, 1083, 1498, 1147]
branch-heading: கருமரப்பாக்கம் கிளை [164, 881, 312, 898]
role-label: துணை அமைப்பாளர்கள்: [67, 382, 203, 395]
role-label: அமைப்பாளர் : [795, 1387, 882, 1400]
role-label: துணை அமைப்பாளர்கள்: [1156, 614, 1287, 627]
member-details: ல.ஜெகன், 30, கம்பர் தெரு, கருப்பங்காடு, புலியூர், திருக்கழுக்குன்றம், செங்கல்பட்டு. [435, 1996, 777, 2026]
booth-entry [1156, 797, 1498, 832]
member-details: பா.திலீப்குமார், கலைஞர் நகர், நல்லன் பிள்ளை பெற்றாள், வடகடும்பாடி, செங்கல்பட்டு. [1156, 1043, 1498, 1073]
branch-heading: குழிப்பாந்தண்டலம் கிளை [879, 1943, 1054, 1959]
member-details: ரா.ராஜா, கங்கையம்மன் கோயில் தெரு, பள்ள குடியிருப்பு, எச்சூர், திருக்கழுக்குன்றம், செங்கல்பட்டு. [795, 1215, 1138, 1245]
booth-member: மு.கோபால், புதுப்பட்டினம் சாலை, கருமரப்பாக்கம் வீராபுரம், திருக்கழுக்குன்றம். [147, 1570, 400, 1600]
member-details: (1) மோகன்குமார், 510, பூவைமூர்த்தியார் தெரு, பங்காருபேட்டை, வடகடும்பாடி, செங்கல்பட்டு. (2) த.சூர்யா, 28, மாரியம்மன் கோயில் தெரு, பங்காருபேட்டை, வடகடும்பாடி, செங்கல்பட்டு. (3) கோ.லோகேஷ், 605, பங்காருபேட்டை, வடகடும்பாடி, செங்கல்பட்டு. [1156, 928, 1498, 1010]
member-entry [67, 1658, 409, 1692]
member-entry [795, 1557, 1138, 1592]
booth-entry [67, 815, 409, 850]
role-label: அமைப்பாளர் : [67, 343, 151, 355]
member-details: செ.விவேக், 89/4, நந்திமா நகர், குழிப்பாந்தண்டலம், திருக்கழுக்குன்றம், செங்கல்பட்டு. [795, 1814, 1138, 1844]
member-details: (1) ம.அருண், 216, அருந்ததிபாளையம், கொத்திமங்கலம், திருக்கழுக்குன்றம், செங்கல்பட்டு. (2) வேரா.வேந்திரன், 216, அருந்ததிபாளையம், கொத்திமங்கலம், திருக்கழுக்குன்றம், செங்கல்பட்டு. (3) ஜெ.மணிகண்டன், 239, அருந்ததிபாளையம், கொத்திமங்கலம், திருக்கழுக்குன்றம், செங்கல்பட்டு. [435, 974, 777, 1073]
member-details: (1) அ.கிருஷ்ணமூர்த்தி, 146, கங்கையம்மன் கோயில் தெரு, கடம்பாடி, புது எடையூர், குழிப்பாந்தண்டலம், செங்கல்பட்டு. (2) சி.ஸ்டாலின், 143/4, கங்கையம்மன் கோயில் தெரு, கடம்பாடி, புது எடையூர், குழிப்பாந்தண்டலம், செங்கல்பட்டு. (3) த.நடராஜன், 156, கங்கையம்மன் கோயில் தெரு, கடம்பாடி, புது எடையூர், குழிப்பாந்தண்டலம், செங்கல்பட்டு. [1156, 425, 1498, 541]
member-entry [67, 685, 409, 719]
role-label: துணை அமைப்பாளர்கள்: [67, 1699, 194, 1712]
member-details: (1) த.மோகநாதன், 82, அம்பேத்கர் தெரு, முள்ளிகொளத்தூர், திருக்கழுக்குன்றம், செங்கல்பட்டு. (2) த.விநோத், 53, கங்கையம்மன் கோயில் தெரு, முள்ளிகொளத்தூர், திருக்கழுக்குன்றம், செங்கல்பட்டு. (3) கே.சேகுல் ராஜ், 97, கங்கையம்மன் கோயில் தெரு, முள்ளிகொளத்தூர், திருக்கழுக்குன்றம், செங்கல்பட்டு. [435, 1588, 777, 1687]
branch-heading: ஆதி திராவிடர் கிளை [1255, 171, 1399, 187]
panchayat-heading: குழிப்பாந்தண்டலம் ஊராட்சி [871, 1761, 1062, 1782]
member-details: கோ.மோகனசுந்தரம், 61/1, பள்ளத் தெரு, ஈச்சங்கரணை, அம்மணம்பாக்கம், திருக்கழுக்குன்றம், செங்கல்பட்டு. [67, 188, 409, 218]
role-label: துணை அமைப்பாளர்கள்: [435, 200, 566, 213]
member-details: (1) ந.சூர்யா பிரசாந், பெருமாள் கோயில் தெரு, புலிகுன்றம், புலியூர், திருக்கழுக்குன்றம், செங்கல்பட்டு. (2) செ.சரவணன், ஏரிக்கரை தெரு, புலிகுன்றம், புலியூர், திருக்கழுக்குன்றம், செங்கல்பட்டு. (3) த.அசோக், 2, பெருமாள் கோயில் தெரு, புலிகுன்றம், புலியூர், திருக்கழுக்குன்றம், செங்கல்பட்டு. [435, 338, 777, 437]
booth-member: பி.சிரியசாந்தினி, 1/189, பண்டிதர் தெரு, நெல்வாய், மானாமதி, திருக்கழுக்குன்றம். [515, 1252, 772, 1282]
